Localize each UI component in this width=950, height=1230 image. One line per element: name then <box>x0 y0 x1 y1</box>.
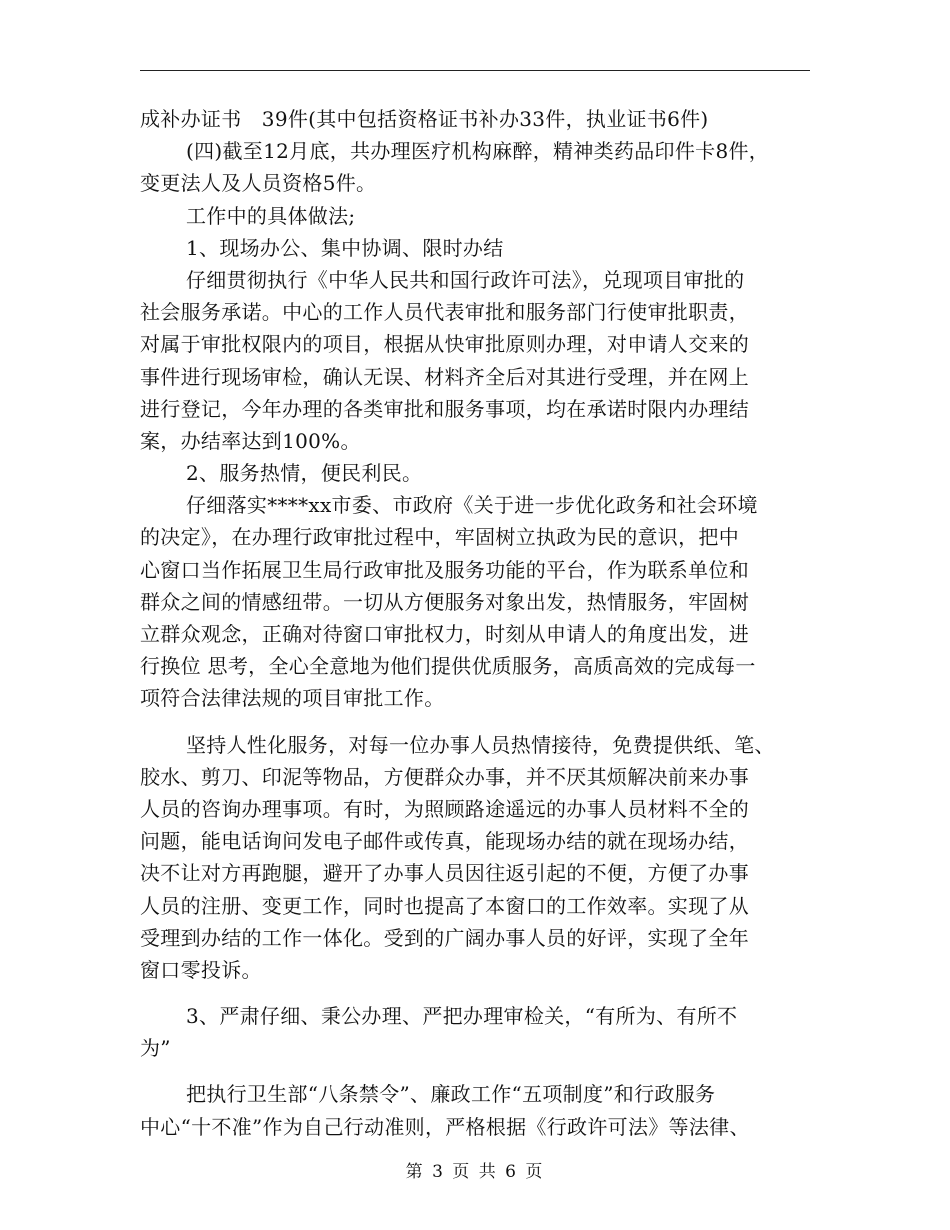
paragraph <box>140 1078 820 1142</box>
text-line: 心窗口当作拓展卫生局行政审批及服务功能的平台，作为联系单位和 <box>140 557 749 582</box>
header-rule <box>140 70 810 71</box>
text-line: 中心“十不准”作为自己行动准则，严格根据《行政许可法》等法律、 <box>140 1114 750 1139</box>
text-line: 社会服务承诺。中心的工作人员代表审批和服务部门行使审批职责， <box>140 300 749 325</box>
text-line: 受理到办结的工作一体化。受到的广阔办事人员的好评，实现了全年 <box>140 925 749 950</box>
text-line: 为” <box>140 1036 171 1061</box>
text-line: 1、现场办公、集中协调、限时办结 <box>186 235 504 260</box>
text-line: 立群众观念，正确对待窗口审批权力，时刻从申请人的角度出发，进 <box>140 622 749 646</box>
paragraph <box>140 264 820 457</box>
text-line: 把执行卫生部“八条禁令”、廉政工作“五项制度”和行政服务 <box>186 1082 716 1107</box>
paragraph <box>140 489 820 714</box>
text-line: 成补办证书 39件(其中包括资格证书补办33件，执业证书6件) <box>140 107 709 131</box>
text-line: 项符合法律法规的项目审批工作。 <box>140 686 445 711</box>
text-line: 决不让对方再跑腿，避开了办事人员因往返引起的不便，方便了办事 <box>140 861 749 886</box>
paragraph <box>140 135 820 199</box>
text-line: (四)截至12月底，共办理医疗机构麻醉，精神类药品印件卡8件， <box>186 139 770 164</box>
text-line: 问题，能电话询问发电子邮件或传真，能现场办结的就在现场办结， <box>140 829 749 854</box>
text-line: 3、严肃仔细、秉公办理、严把办理审检关，“有所为、有所不 <box>186 1004 738 1029</box>
text-line: 人员的咨询办理事项。有时，为照顾路途遥远的办事人员材料不全的 <box>140 796 749 821</box>
text-line: 仔细贯彻执行《中华人民共和国行政许可法》，兑现项目审批的 <box>186 267 745 292</box>
text-line: 群众之间的情感纽带。一切从方便服务对象出发，热情服务，牢固树 <box>140 589 749 614</box>
text-line: 变更法人及人员资格5件。 <box>140 171 377 196</box>
text-line: 的决定》，在办理行政审批过程中，牢固树立执政为民的意识，把中 <box>140 525 739 550</box>
paragraph <box>140 457 820 489</box>
paragraph <box>140 103 820 135</box>
paragraph <box>140 729 820 987</box>
text-line: 窗口零投诉。 <box>140 957 262 982</box>
text-line: 胶水、剪刀、印泥等物品，方便群众办事，并不厌其烦解决前来办事 <box>140 764 749 789</box>
text-line: 对属于审批权限内的项目，根据从快审批原则办理，对申请人交来的 <box>140 332 749 357</box>
paragraph <box>140 200 820 232</box>
text-line: 工作中的具体做法; <box>186 203 356 228</box>
page-footer: 第 3 页 共 6 页 <box>405 1162 545 1182</box>
text-line: 进行登记，今年办理的各类审批和服务事项，均在承诺时限内办理结 <box>140 396 749 421</box>
text-line: 2、服务热情，便民利民。 <box>186 461 423 486</box>
text-line: 坚持人性化服务，对每一位办事人员热情接待，免费提供纸、笔、 <box>186 732 775 757</box>
text-line: 仔细落实****xx市委、市政府《关于进一步优化政务和社会环境 <box>186 493 758 518</box>
text-line: 事件进行现场审检，确认无误、材料齐全后对其进行受理，并在网上 <box>140 364 749 389</box>
text-line: 案，办结率达到100%。 <box>140 428 361 453</box>
text-line: 行换位 思考，全心全意地为他们提供优质服务，高质高效的完成每一 <box>140 654 756 679</box>
text-line: 人员的注册、变更工作，同时也提高了本窗口的工作效率。实现了从 <box>140 893 749 918</box>
paragraph <box>140 232 820 264</box>
paragraph <box>140 1000 820 1064</box>
document-body <box>140 103 820 1143</box>
